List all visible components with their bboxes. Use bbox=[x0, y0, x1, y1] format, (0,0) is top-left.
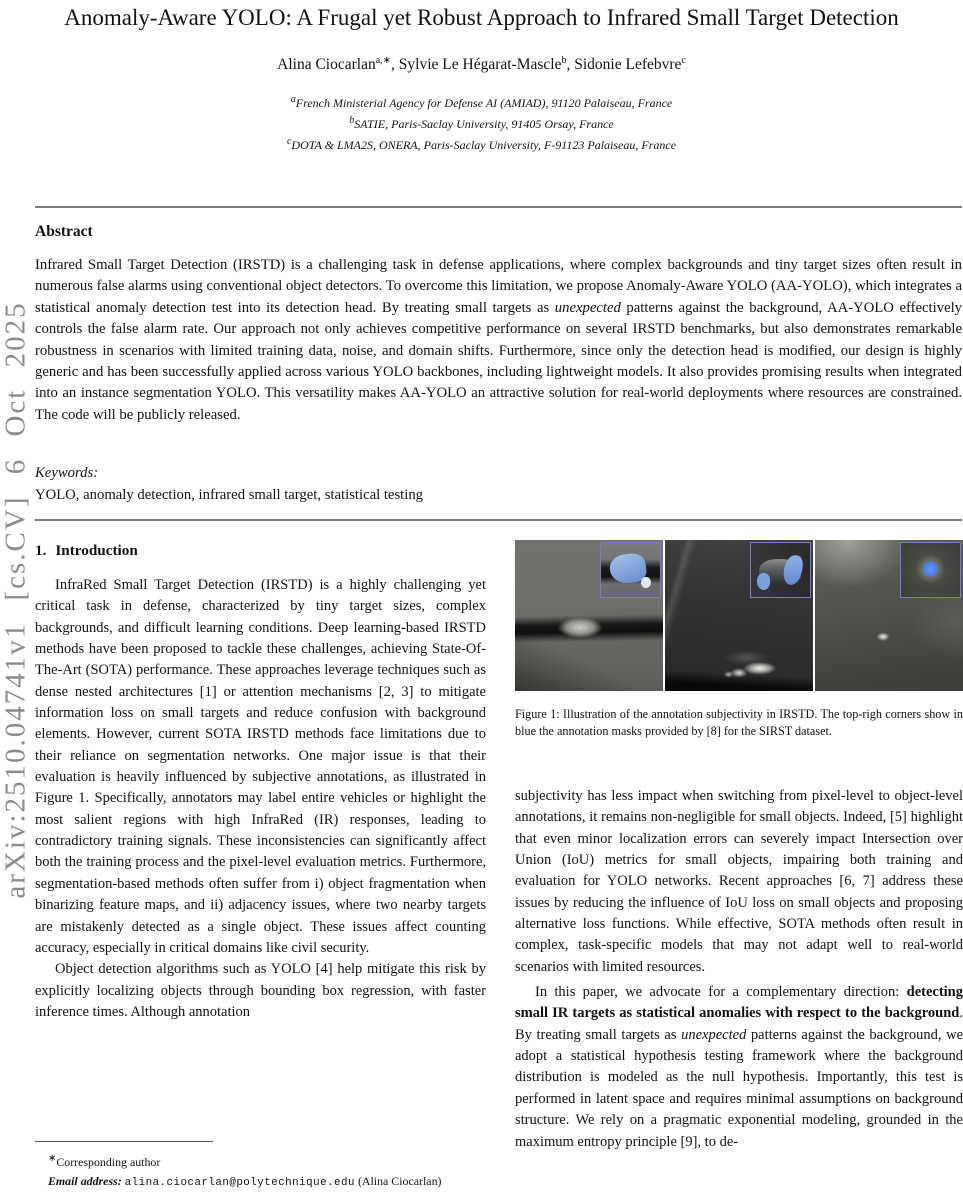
affiliation-line: $^b$SATIE, Paris-Saclay University, 91405 Orsay, France bbox=[349, 115, 614, 131]
email-label: Email address: bbox=[48, 1174, 122, 1189]
corresponding-author-note: ∗Corresponding author bbox=[48, 1153, 161, 1169]
author-name: Alina Ciocarlan bbox=[277, 56, 376, 74]
authors-line bbox=[0, 55, 963, 74]
author-name: , Sidonie Lefebvre bbox=[566, 56, 682, 74]
figure-1 bbox=[515, 540, 963, 691]
footnote-rule bbox=[35, 1141, 213, 1142]
email-line bbox=[35, 1172, 486, 1194]
keywords-text: YOLO, anomaly detection, infrared small target, statistical testing bbox=[35, 486, 424, 503]
intro-paragraph-2: Object detection algorithms such as YOLO [4] help mitigate this risk by explicitly localizing objects through bounding box regression, with faster inference times. Although annotation bbox=[35, 961, 486, 1020]
author-affiliation-mark: a,∗ bbox=[375, 55, 392, 66]
figure-1-caption: Figure 1: Illustration of the annotation subjectivity in IRSTD. The top-righ corners show in blue the annotation masks provided by [8] for the SIRST dataset. bbox=[515, 707, 963, 738]
section-heading-introduction: 1. Introduction bbox=[35, 542, 138, 559]
intro-paragraph-1: InfraRed Small Target Detection (IRSTD) is a highly challenging yet critical task in defense, characterized by tiny target sizes, complex backgrounds, and difficult learning conditions. Deep learning-based IRSTD methods have been proposed to tackle these challenges, achieving State-Of-The-Art (SOTA) performance. These approaches leverage techniques such as dense nested architectures [1] or attention mechanisms [2, 3] to mitigate information loss on small targets and reduce confusion with background elements. However, current SOTA IRSTD methods face limitations due to their reliance on segmentation networks. One major issue is that their evaluation is heavily influenced by subjective annotations, as illustrated in Figure 1. Specifically, annotators may label entire vehicles or highlight the most salient regions with high InfraRed (IR) responses, leading to contradictory training signals. These inconsistencies can significantly affect both the training process and the pixel-level evaluation metrics. Furthermore, segmentation-based methods often suffer from i) object fragmentation when binarizing feature maps, and ii) adjacency issues, where two nearby targets are mistakenly detected as a single object. These issues affect counting accuracy, especially in critical domains like civil security. bbox=[35, 577, 486, 956]
figure-panel-night-vehicle bbox=[665, 540, 813, 691]
right-column-paragraph-1: subjectivity has less impact when switching from pixel-level to object-level annotations, it remains non-negligible for small objects. Indeed, [5] highlight that even minor localization errors can severely impact Intersection over Union (IoU) metrics for small objects, impairing both training and evaluation for YOLO networks. Recent approaches [6, 7] address these issues by reducing the influence of IoU loss on small objects and proposing alternative loss functions. While effective, SOTA methods often result in complex, task-specific models that may not adapt well to real-world scenarios with limited resources. bbox=[515, 788, 963, 975]
abstract-heading: Abstract bbox=[35, 223, 93, 240]
author-affiliation-mark: c bbox=[681, 55, 686, 66]
annotation-mask-highlight bbox=[641, 577, 650, 588]
email-author-name: (Alina Ciocarlan) bbox=[354, 1174, 442, 1189]
author-affiliation-mark: b bbox=[561, 55, 567, 66]
figure-panel-sky-dot bbox=[815, 540, 963, 691]
right-column bbox=[515, 540, 963, 1153]
footnote bbox=[35, 1141, 486, 1194]
affiliations bbox=[0, 91, 963, 154]
annotation-inset-2 bbox=[750, 542, 811, 598]
arxiv-stamp: arXiv:2510.04741v1 [cs.CV] 6 Oct 2025 bbox=[0, 301, 32, 899]
affiliation-line: $^c$DOTA & LMA2S, ONERA, Paris-Saclay University, F-91123 Palaiseau, France bbox=[286, 136, 677, 152]
annotation-inset-3 bbox=[900, 542, 961, 598]
keywords-rule bbox=[35, 519, 962, 521]
title-rule bbox=[35, 206, 962, 208]
figure-caption-label: Figure 1: bbox=[515, 707, 560, 721]
paper-title: Anomaly-Aware YOLO: A Frugal yet Robust Approach to Infrared Small Target Detection bbox=[64, 5, 899, 30]
left-column bbox=[35, 542, 486, 1140]
right-column-paragraph-2: In this paper, we advocate for a complementary direction: detecting small IR targets as statistical anomalies with respect to the background. By treating small targets as unexpected patterns against the background, we adopt a statistical hypothesis testing framework where the background distribution is modeled as the null hypothesis. Importantly, this test is performed in latent space and requires minimal assumptions on background structure. We rely on a pragmatic exponential modeling, grounded in the maximum entropy principle [9], to de- bbox=[515, 984, 963, 1150]
author-name: , Sylvie Le Hégarat-Mascle bbox=[391, 56, 562, 74]
email-address[interactable]: alina.ciocarlan@polytechnique.edu bbox=[124, 1177, 355, 1190]
annotation-mask-dot bbox=[923, 561, 938, 576]
keywords-block bbox=[35, 463, 423, 506]
figure-panel-field-vehicle bbox=[515, 540, 663, 691]
annotation-inset-1 bbox=[600, 542, 661, 598]
affiliation-line: $^a$French Ministerial Agency for Defense AI (AMIAD), 91120 Palaiseau, France bbox=[290, 94, 673, 110]
annotation-mask-blob bbox=[757, 573, 770, 589]
keywords-label: Keywords: bbox=[35, 465, 99, 481]
abstract-text: Infrared Small Target Detection (IRSTD) is a challenging task in defense applications, where complex backgrounds and tiny target sizes often result in numerous false alarms using conventional object detectors. To overcome this limitation, we propose Anomaly-Aware YOLO (AA-YOLO), which integrates a statistical anomaly detection test into its detection head. By treating small targets as unexpected patterns against the background, AA-YOLO effectively controls the false alarm rate. Our approach not only achieves competitive performance on several IRSTD benchmarks, but also demonstrates remarkable robustness in scenarios with limited training data, noise, and domain shifts. Furthermore, since only the detection head is modified, our design is highly generic and has been successfully applied across various YOLO backbones, including lightweight models. It also provides promising results when integrated into an instance segmentation YOLO. This versatility makes AA-YOLO an attractive solution for real-world deployments where resources are constrained. The code will be publicly released. bbox=[35, 257, 963, 423]
